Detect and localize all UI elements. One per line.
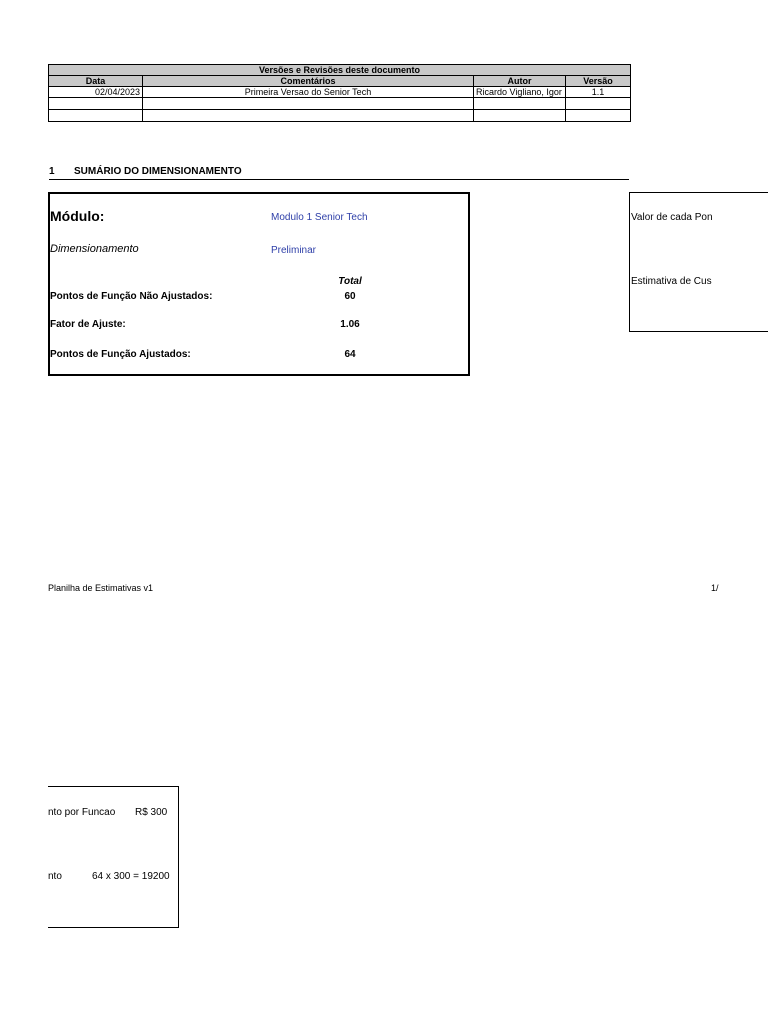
cell-autor: Ricardo Vigliano, Igor — [474, 87, 566, 98]
cost-box-partial — [629, 192, 768, 332]
table-row — [49, 98, 631, 110]
cell-autor — [474, 98, 566, 110]
versions-table — [48, 64, 631, 122]
col-header-comentarios: Comentários — [143, 76, 474, 87]
estimativa-custo-value: 64 x 300 = 19200 — [92, 871, 170, 882]
dimensionamento-label: Dimensionamento — [50, 243, 139, 255]
pf-ajustados-label: Pontos de Função Ajustados: — [50, 349, 191, 360]
cell-data — [49, 98, 143, 110]
versions-table-title: Versões e Revisões deste documento — [49, 65, 631, 76]
modulo-label: Módulo: — [50, 208, 105, 224]
valor-ponto-value: R$ 300 — [135, 807, 168, 818]
estimativa-custo-label: Estimativa de Cus — [631, 276, 712, 287]
cell-versao: 1.1 — [566, 87, 631, 98]
col-header-autor: Autor — [474, 76, 566, 87]
cell-comentarios: Primeira Versao do Senior Tech — [143, 87, 474, 98]
table-row — [49, 110, 631, 122]
summary-box — [48, 192, 470, 376]
pf-nao-ajustados-value: 60 — [344, 291, 356, 302]
cell-comentarios — [143, 110, 474, 122]
footer-document-name: Planilha de Estimativas v1 — [48, 583, 154, 593]
col-header-data: Data — [49, 76, 143, 87]
cell-autor — [474, 110, 566, 122]
dimensionamento-value: Preliminar — [271, 245, 317, 256]
fator-ajuste-value: 1.06 — [340, 319, 360, 330]
col-header-versao: Versão — [566, 76, 631, 87]
table-row — [49, 87, 631, 98]
section-title: SUMÁRIO DO DIMENSIONAMENTO — [74, 166, 242, 177]
cost-box-continuation — [48, 786, 179, 928]
valor-ponto-label-cont: nto por Funcao — [48, 807, 116, 818]
section-number: 1 — [49, 166, 55, 177]
pf-nao-ajustados-label: Pontos de Função Não Ajustados: — [50, 291, 213, 302]
pf-ajustados-value: 64 — [344, 349, 356, 360]
cell-versao — [566, 98, 631, 110]
valor-ponto-label: Valor de cada Pon — [631, 212, 713, 223]
footer-page-number: 1/ — [711, 583, 719, 593]
cell-comentarios — [143, 98, 474, 110]
estimativa-custo-label-cont: nto — [48, 871, 62, 882]
modulo-value: Modulo 1 Senior Tech — [271, 212, 368, 223]
cell-versao — [566, 110, 631, 122]
fator-ajuste-label: Fator de Ajuste: — [50, 319, 126, 330]
total-header: Total — [338, 276, 362, 287]
section-heading — [49, 166, 629, 180]
cell-data: 02/04/2023 — [49, 87, 143, 98]
cell-data — [49, 110, 143, 122]
